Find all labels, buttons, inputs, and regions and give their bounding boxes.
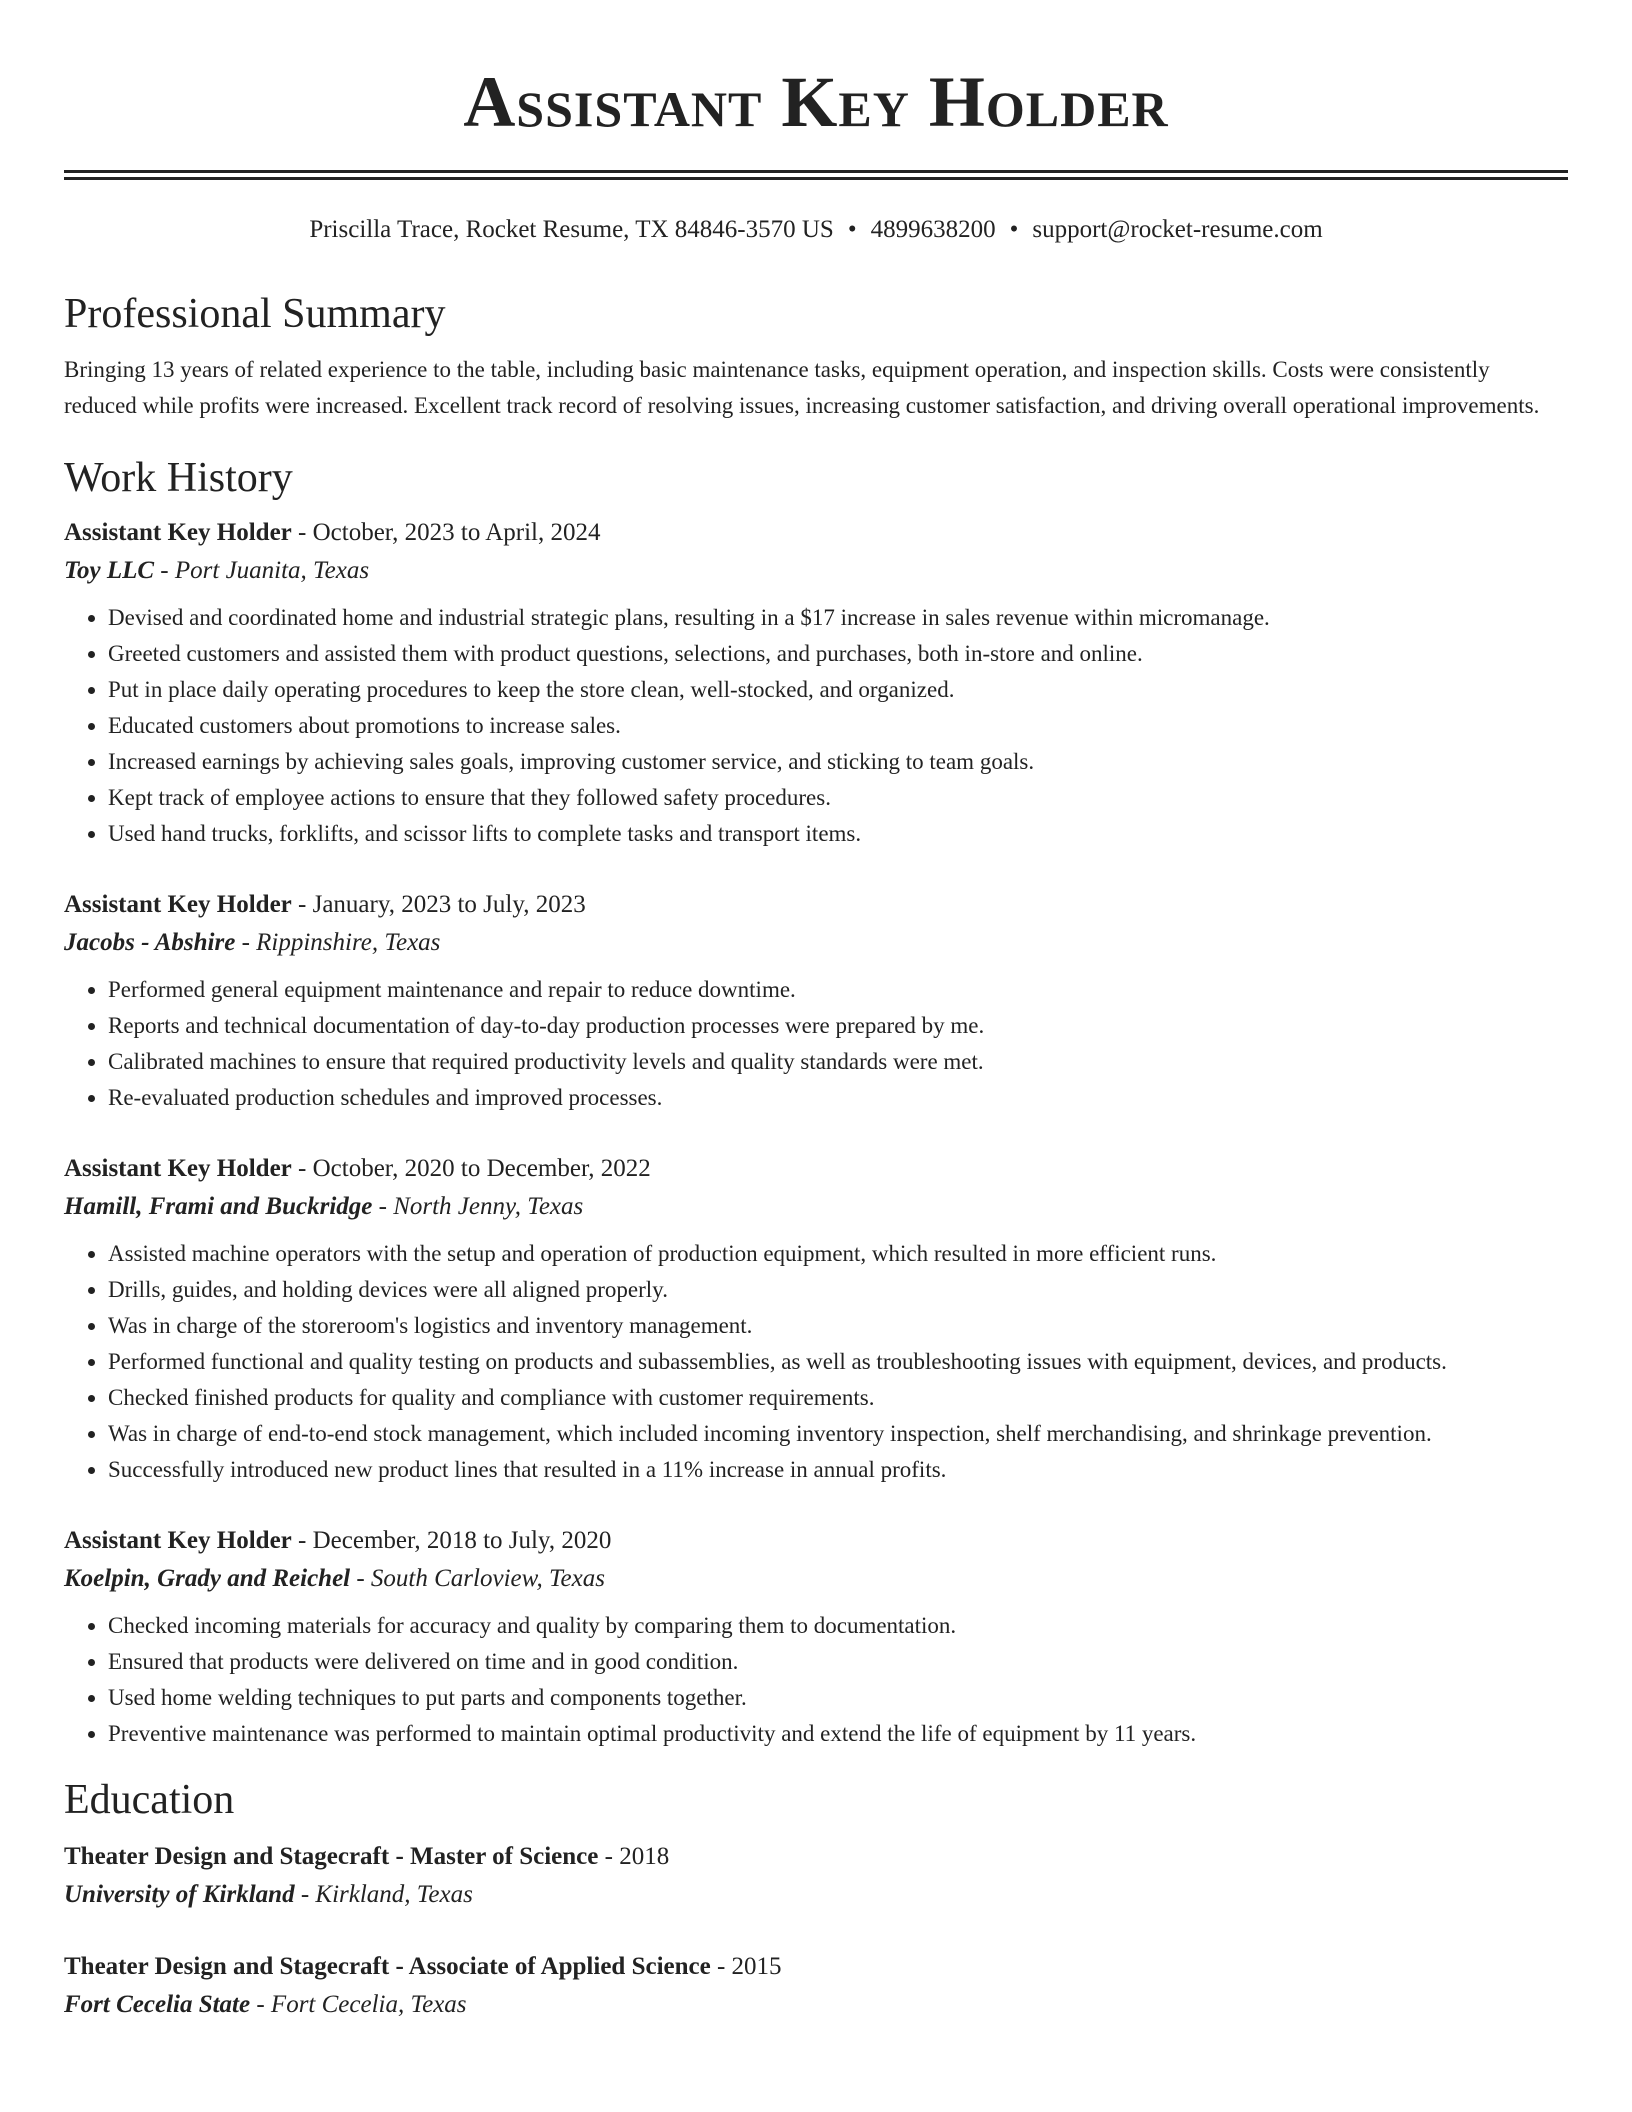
job-duties-list	[64, 972, 1568, 1116]
duty-item: • Successfully introduced new product lines that resulted in a 11% increase in annual profits.	[108, 1452, 1568, 1488]
education-school-line	[64, 1986, 1568, 2024]
education-year: - 2015	[710, 1953, 782, 1980]
duty-item: • Devised and coordinated home and industrial strategic plans, resulting in a $17 increase in sales revenue within micromanage.	[108, 600, 1568, 636]
duty-item: • Greeted customers and assisted them with product questions, selections, and purchases, both in-store and online.	[108, 636, 1568, 672]
education-school: University of Kirkland	[64, 1881, 295, 1908]
job-company: Hamill, Frami and Buckridge	[64, 1193, 373, 1220]
job-dates: - January, 2023 to July, 2023	[291, 891, 586, 918]
duty-item: • Used home welding techniques to put parts and components together.	[108, 1680, 1568, 1716]
education-school: Fort Cecelia State	[64, 1991, 251, 2018]
education-header	[64, 1948, 1568, 1986]
job-entry	[64, 514, 1568, 852]
duty-item: • Was in charge of end-to-end stock management, which included incoming inventory inspection, shelf merchandising, and shrinkage prevention.	[108, 1416, 1568, 1452]
job-header	[64, 514, 1568, 552]
duty-item: • Preventive maintenance was performed to maintain optimal productivity and extend the life of equipment by 11 years.	[108, 1716, 1568, 1752]
education-section	[64, 1774, 1568, 2024]
duty-item: • Used hand trucks, forklifts, and scissor lifts to complete tasks and transport items.	[108, 816, 1568, 852]
duty-item: • Was in charge of the storeroom's logistics and inventory management.	[108, 1308, 1568, 1344]
summary-text: Bringing 13 years of related experience to the table, including basic maintenance tasks, equipment operation, and inspection skills. Costs were consistently reduced while profits were increased. Excellent track record of resolving issues, increasing customer satisfaction, and driving overall operational improvements.	[64, 357, 1540, 418]
contact-address: Priscilla Trace, Rocket Resume, TX 84846-3570 US	[309, 216, 834, 243]
job-duties-list	[64, 1608, 1568, 1752]
contact-email: support@rocket-resume.com	[1032, 216, 1323, 243]
duty-item: • Put in place daily operating procedures to keep the store clean, well-stocked, and organized.	[108, 672, 1568, 708]
section-heading-education: Education	[64, 1777, 235, 1823]
duty-item: • Kept track of employee actions to ensure that they followed safety procedures.	[108, 780, 1568, 816]
duty-item: • Checked finished products for quality and compliance with customer requirements.	[108, 1380, 1568, 1416]
education-year: - 2018	[598, 1843, 670, 1870]
job-company: Jacobs - Abshire	[64, 929, 236, 956]
job-role: Assistant Key Holder	[64, 891, 292, 918]
duty-item: • Assisted machine operators with the setup and operation of production equipment, which resulted in more efficient runs.	[108, 1236, 1568, 1272]
education-entry	[64, 1838, 1568, 1914]
page-title: Assistant Key Holder	[463, 62, 1169, 142]
contact-line	[64, 214, 1568, 246]
job-company-line	[64, 552, 1568, 590]
job-company-line	[64, 1188, 1568, 1226]
duty-item: • Ensured that products were delivered on time and in good condition.	[108, 1644, 1568, 1680]
section-heading-work-history: Work History	[64, 455, 293, 501]
job-entry	[64, 886, 1568, 1116]
job-location: - North Jenny, Texas	[372, 1193, 584, 1220]
job-header	[64, 1522, 1568, 1560]
duty-item: • Educated customers about promotions to increase sales.	[108, 708, 1568, 744]
job-location: - Port Juanita, Texas	[154, 557, 370, 584]
education-location: - Fort Cecelia, Texas	[250, 1991, 467, 2018]
duty-item: • Performed functional and quality testing on products and subassemblies, as well as troubleshooting issues with equipment, devices, and products.	[108, 1344, 1568, 1380]
job-company-line	[64, 1560, 1568, 1598]
title-double-rule	[64, 170, 1568, 180]
job-duties-list	[64, 600, 1568, 852]
education-degree: Theater Design and Stagecraft - Associate of Applied Science	[64, 1953, 711, 1980]
job-header	[64, 886, 1568, 924]
contact-phone: 4899638200	[870, 216, 996, 243]
education-header	[64, 1838, 1568, 1876]
education-degree: Theater Design and Stagecraft - Master of Science	[64, 1843, 599, 1870]
job-dates: - October, 2020 to December, 2022	[291, 1155, 651, 1182]
job-dates: - October, 2023 to April, 2024	[291, 519, 601, 546]
job-location: - South Carloview, Texas	[350, 1565, 605, 1592]
duty-item: • Calibrated machines to ensure that required productivity levels and quality standards were met.	[108, 1044, 1568, 1080]
job-company: Toy LLC	[64, 557, 155, 584]
duty-item: • Re-evaluated production schedules and improved processes.	[108, 1080, 1568, 1116]
job-company: Koelpin, Grady and Reichel	[64, 1565, 351, 1592]
job-role: Assistant Key Holder	[64, 1527, 292, 1554]
job-dates: - December, 2018 to July, 2020	[291, 1527, 612, 1554]
education-school-line	[64, 1876, 1568, 1914]
education-entry	[64, 1948, 1568, 2024]
duty-item: • Performed general equipment maintenance and repair to reduce downtime.	[108, 972, 1568, 1008]
job-company-line	[64, 924, 1568, 962]
work-history-section	[64, 452, 1568, 1752]
job-duties-list	[64, 1236, 1568, 1488]
job-header	[64, 1150, 1568, 1188]
contact-separator: •	[1009, 216, 1019, 243]
duty-item: • Reports and technical documentation of day-to-day production processes were prepared by me.	[108, 1008, 1568, 1044]
duty-item: • Checked incoming materials for accuracy and quality by comparing them to documentation.	[108, 1608, 1568, 1644]
job-role: Assistant Key Holder	[64, 519, 292, 546]
job-entry	[64, 1522, 1568, 1752]
summary-section	[64, 288, 1568, 424]
job-role: Assistant Key Holder	[64, 1155, 292, 1182]
duty-item: • Increased earnings by achieving sales goals, improving customer service, and sticking to team goals.	[108, 744, 1568, 780]
contact-separator: •	[847, 216, 857, 243]
section-heading-summary: Professional Summary	[64, 291, 446, 337]
job-location: - Rippinshire, Texas	[235, 929, 441, 956]
job-entry	[64, 1150, 1568, 1488]
duty-item: • Drills, guides, and holding devices were all aligned properly.	[108, 1272, 1568, 1308]
education-location: - Kirkland, Texas	[294, 1881, 473, 1908]
